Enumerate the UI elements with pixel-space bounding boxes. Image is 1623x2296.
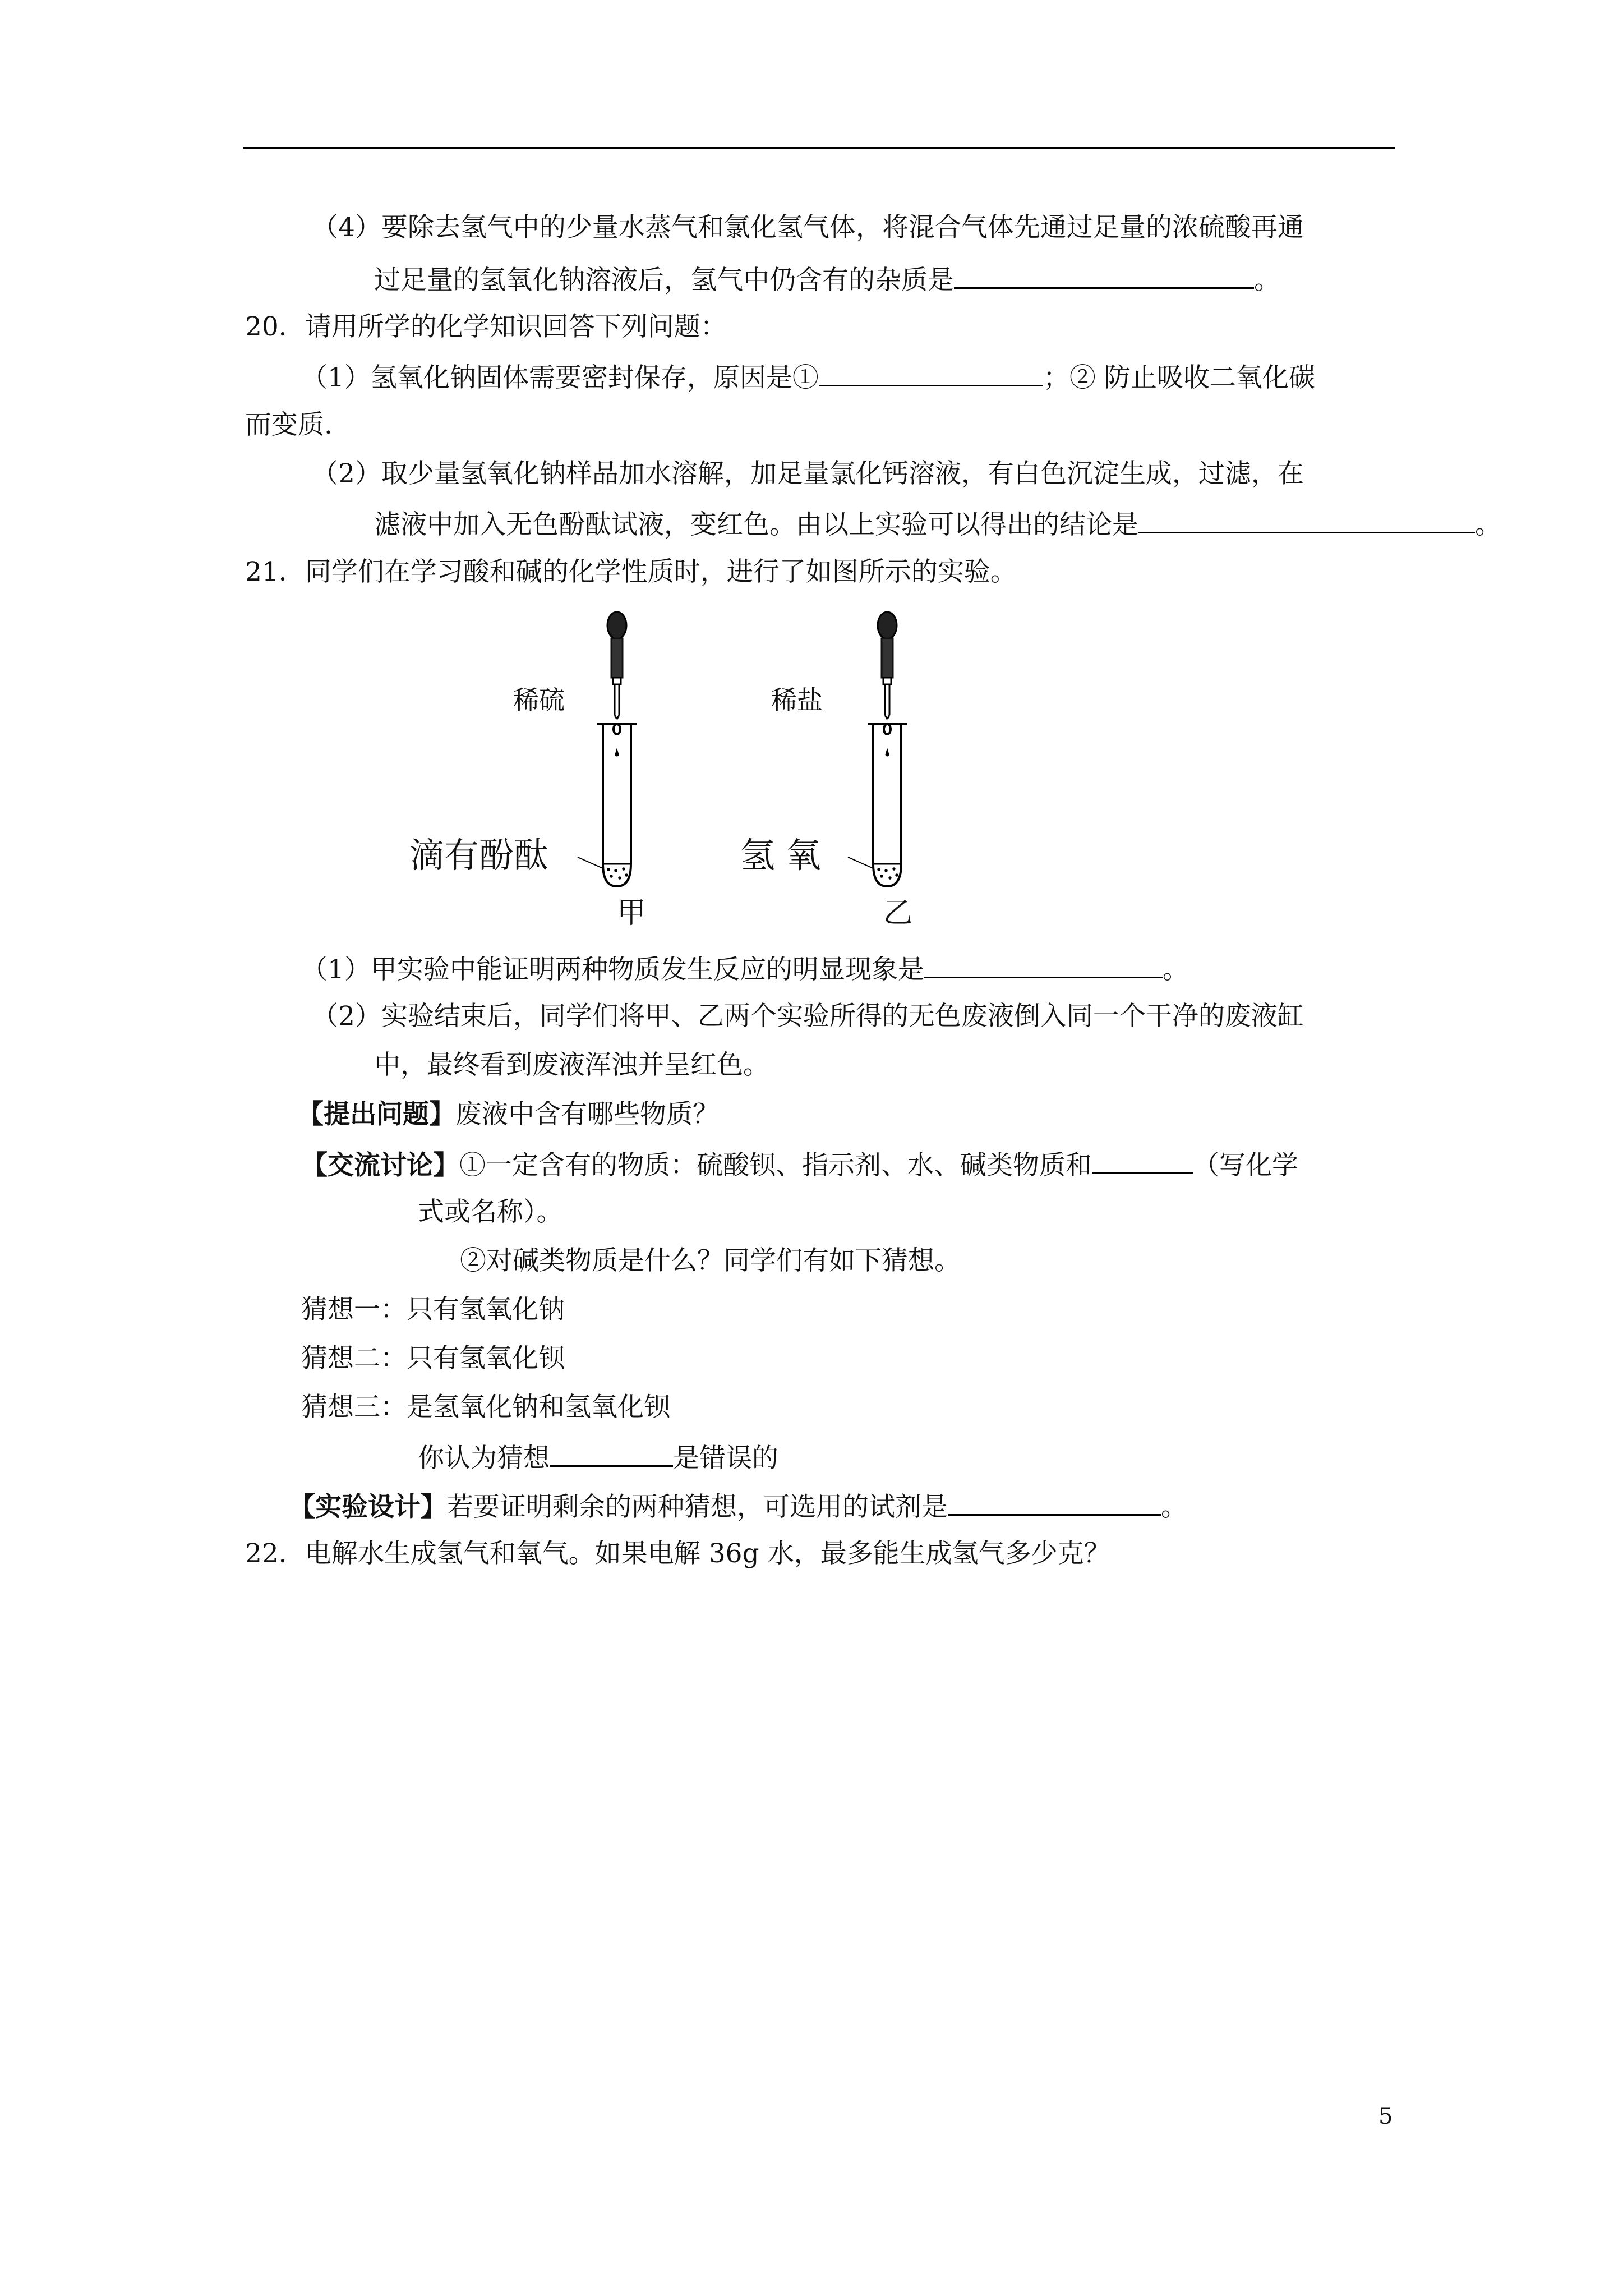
discussion-tag: 【交流讨论】 — [301, 1150, 459, 1181]
right-caption: 乙 — [883, 896, 913, 930]
question-text: 废液中含有哪些物质？ — [455, 1099, 719, 1130]
q21-design — [289, 1488, 1187, 1524]
answer-blank[interactable] — [954, 261, 1254, 289]
q21-part1-text: （1）甲实验中能证明两种物质发生反应的明显现象是 — [301, 954, 924, 985]
wrong-guess — [418, 1439, 778, 1475]
q20-part1-text: （1）氢氧化钠固体需要密封保存，原因是① — [301, 362, 819, 393]
q20-title: 20．请用所学的化学知识回答下列问题： — [245, 311, 727, 342]
design-end: 。 — [1161, 1492, 1187, 1522]
right-top-label: 稀盐 — [771, 685, 823, 715]
q21-part1 — [301, 951, 1189, 987]
q21-part1-end: 。 — [1162, 954, 1189, 985]
q21-part2-line2: 中，最终看到废液浑浊并呈红色。 — [374, 1050, 769, 1080]
answer-blank[interactable] — [924, 951, 1163, 978]
answer-blank[interactable] — [819, 359, 1043, 386]
q19-part4-text: 过足量的氢氧化钠溶液后，氢气中仍含有的杂质是 — [374, 265, 954, 296]
q21-discussion-line3: ②对碱类物质是什么？同学们有如下猜想。 — [460, 1245, 961, 1276]
guess-1: 猜想一：只有氢氧化钠 — [301, 1294, 565, 1325]
q22-title: 22．电解水生成氢气和氧气。如果电解 36g 水，最多能生成氢气多少克？ — [245, 1538, 1110, 1569]
q21-question — [297, 1098, 719, 1131]
wrong-guess-text: 你认为猜想 — [418, 1443, 550, 1474]
answer-blank[interactable] — [1092, 1147, 1193, 1174]
left-caption: 甲 — [617, 896, 647, 930]
q20-part2-line1: （2）取少量氢氧化钠样品加水溶解，加足量氯化钙溶液，有白色沉淀生成，过滤，在 — [312, 458, 1304, 489]
test-tube-right — [848, 724, 907, 886]
dropper-left — [607, 612, 626, 719]
test-tube-left — [578, 724, 637, 886]
q20-part2-line2 — [374, 506, 1501, 542]
design-text: 若要证明剩余的两种猜想，可选用的试剂是 — [447, 1492, 948, 1522]
q20-part1-cont: 而变质. — [245, 409, 333, 440]
q21-discussion-line2: 式或名称）。 — [418, 1197, 563, 1227]
test-tube-figure — [409, 600, 948, 930]
q20-part1 — [301, 359, 1315, 395]
q19-part4-line2 — [374, 261, 1280, 297]
q20-part2-text: 滤液中加入无色酚酞试液，变红色。由以上实验可以得出的结论是 — [374, 509, 1138, 540]
q21-part2-line1: （2）实验结束后，同学们将甲、乙两个实验所得的无色废液倒入同一个干净的废液缸 — [312, 1001, 1304, 1032]
dropper-right — [878, 612, 897, 719]
q21-title: 21．同学们在学习酸和碱的化学性质时，进行了如图所示的实验。 — [245, 556, 1017, 587]
guess-3: 猜想三：是氢氧化钠和氢氧化钡 — [301, 1392, 670, 1423]
header-rule — [243, 147, 1395, 149]
right-bottom-label: 氢 氧 — [740, 835, 821, 876]
q21-discussion — [301, 1147, 1298, 1182]
design-tag: 【实验设计】 — [289, 1492, 447, 1522]
q19-end: 。 — [1254, 265, 1280, 296]
wrong-guess-text2: 是错误的 — [673, 1443, 778, 1474]
left-top-label: 稀硫 — [513, 685, 565, 715]
q20-part1-text2: ；② 防止吸收二氧化碳 — [1043, 362, 1315, 393]
discussion-text: ①一定含有的物质：硫酸钡、指示剂、水、碱类物质和 — [459, 1150, 1092, 1181]
left-bottom-label: 滴有酚酞 — [409, 835, 549, 876]
question-tag: 【提出问题】 — [297, 1099, 455, 1130]
discussion-end: （写化学 — [1193, 1150, 1298, 1181]
guess-2: 猜想二：只有氢氧化钡 — [301, 1343, 565, 1374]
q20-end: 。 — [1475, 509, 1501, 540]
answer-blank[interactable] — [550, 1439, 673, 1467]
page-number: 5 — [1378, 2104, 1393, 2129]
q19-part4-line1: （4）要除去氢气中的少量水蒸气和氯化氢气体，将混合气体先通过足量的浓硫酸再通 — [312, 212, 1304, 243]
answer-blank[interactable] — [948, 1488, 1161, 1516]
answer-blank[interactable] — [1138, 506, 1475, 533]
